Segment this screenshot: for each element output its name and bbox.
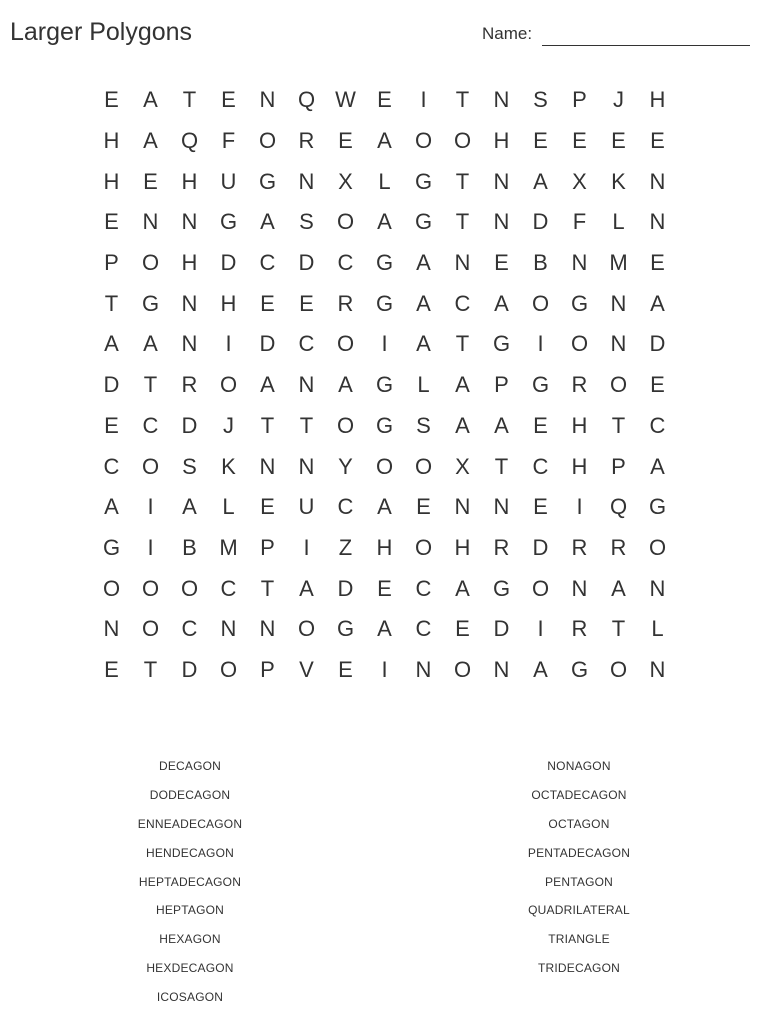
grid-letter: P xyxy=(572,87,587,113)
grid-letter: O xyxy=(531,290,550,316)
grid-letter: E xyxy=(455,616,470,642)
grid-letter: A xyxy=(260,372,275,398)
word-list-item: OCTAGON xyxy=(548,816,610,831)
grid-letter: E xyxy=(416,494,431,520)
grid-letter: D xyxy=(532,534,549,560)
grid-letter: D xyxy=(649,331,666,357)
grid-letter: P xyxy=(260,534,275,560)
grid-letter: T xyxy=(104,290,119,316)
grid-letter: O xyxy=(102,575,121,601)
grid-letter: A xyxy=(650,453,665,479)
grid-letter: D xyxy=(532,209,549,235)
grid-letter: Q xyxy=(609,494,628,520)
grid-letter: X xyxy=(338,168,353,194)
grid-letter: A xyxy=(416,250,431,276)
grid-letter: B xyxy=(182,534,197,560)
grid-letter: N xyxy=(298,372,315,398)
grid-letter: U xyxy=(298,494,315,520)
grid-letter: N xyxy=(220,616,237,642)
name-blank-line[interactable] xyxy=(542,45,750,46)
grid-letter: R xyxy=(298,128,315,154)
grid-letter: E xyxy=(104,209,119,235)
grid-letter: S xyxy=(299,209,314,235)
word-list-item: TRIDECAGON xyxy=(537,961,620,976)
grid-letter: C xyxy=(220,575,237,601)
grid-letter: N xyxy=(103,616,120,642)
grid-letter: L xyxy=(378,168,391,194)
grid-letter: W xyxy=(335,87,356,113)
grid-letter: A xyxy=(416,290,431,316)
grid-letter: N xyxy=(571,250,588,276)
grid-letter: N xyxy=(181,209,198,235)
grid-letter: O xyxy=(570,331,589,357)
grid-letter: G xyxy=(375,372,394,398)
grid-letter: L xyxy=(651,616,664,642)
grid-letter: N xyxy=(454,494,471,520)
grid-letter: A xyxy=(104,494,119,520)
grid-letter: O xyxy=(336,209,355,235)
grid-row xyxy=(92,650,677,691)
grid-letter: O xyxy=(258,128,277,154)
word-list-item: ICOSAGON xyxy=(156,990,224,1005)
grid-letter: P xyxy=(260,656,275,682)
grid-letter: O xyxy=(609,656,628,682)
word-list-item: HENDECAGON xyxy=(145,845,234,860)
grid-letter: F xyxy=(221,128,236,154)
grid-letter: L xyxy=(222,494,235,520)
grid-letter: A xyxy=(455,372,470,398)
grid-row xyxy=(92,202,677,243)
grid-letter: N xyxy=(181,290,198,316)
grid-letter: H xyxy=(649,87,666,113)
word-list-right xyxy=(479,756,679,987)
grid-letter: H xyxy=(103,128,120,154)
grid-letter: E xyxy=(533,494,548,520)
grid-letter: A xyxy=(182,494,197,520)
grid-letter: G xyxy=(570,290,589,316)
grid-letter: O xyxy=(414,534,433,560)
grid-letter: I xyxy=(381,656,388,682)
grid-letter: N xyxy=(571,575,588,601)
grid-letter: T xyxy=(455,209,470,235)
grid-letter: D xyxy=(493,616,510,642)
grid-letter: T xyxy=(611,412,626,438)
grid-letter: G xyxy=(492,331,511,357)
grid-letter: A xyxy=(455,575,470,601)
grid-letter: C xyxy=(337,494,354,520)
word-list-item: QUADRILATERAL xyxy=(528,903,630,918)
grid-letter: E xyxy=(221,87,236,113)
word-list-item: HEPTAGON xyxy=(155,903,225,918)
grid-letter: A xyxy=(377,616,392,642)
grid-row xyxy=(92,283,677,324)
grid-letter: C xyxy=(532,453,549,479)
grid-letter: G xyxy=(258,168,277,194)
grid-letter: O xyxy=(453,656,472,682)
grid-letter: R xyxy=(610,534,627,560)
grid-letter: H xyxy=(181,168,198,194)
grid-letter: N xyxy=(649,209,666,235)
word-list-item: HEXAGON xyxy=(159,932,221,947)
grid-letter: A xyxy=(338,372,353,398)
grid-letter: O xyxy=(219,372,238,398)
grid-letter: G xyxy=(414,168,433,194)
grid-letter: H xyxy=(103,168,120,194)
grid-letter: N xyxy=(493,209,510,235)
grid-letter: L xyxy=(612,209,625,235)
grid-letter: I xyxy=(303,534,310,560)
grid-letter: R xyxy=(571,372,588,398)
grid-letter: O xyxy=(336,331,355,357)
grid-letter: T xyxy=(455,168,470,194)
grid-letter: R xyxy=(337,290,354,316)
grid-letter: P xyxy=(104,250,119,276)
grid-letter: N xyxy=(493,168,510,194)
grid-letter: T xyxy=(611,616,626,642)
grid-letter: G xyxy=(375,412,394,438)
grid-letter: D xyxy=(337,575,354,601)
grid-letter: C xyxy=(142,412,159,438)
grid-letter: N xyxy=(610,331,627,357)
grid-letter: G xyxy=(648,494,667,520)
grid-letter: H xyxy=(571,453,588,479)
grid-letter: I xyxy=(381,331,388,357)
grid-letter: N xyxy=(142,209,159,235)
grid-letter: E xyxy=(650,128,665,154)
grid-letter: H xyxy=(571,412,588,438)
grid-letter: A xyxy=(494,412,509,438)
grid-letter: A xyxy=(416,331,431,357)
grid-letter: H xyxy=(220,290,237,316)
grid-row xyxy=(92,121,677,162)
grid-letter: L xyxy=(417,372,430,398)
grid-letter: N xyxy=(259,87,276,113)
grid-letter: E xyxy=(260,494,275,520)
grid-letter: F xyxy=(572,209,587,235)
grid-letter: C xyxy=(298,331,315,357)
grid-letter: N xyxy=(415,656,432,682)
grid-letter: S xyxy=(416,412,431,438)
grid-letter: N xyxy=(454,250,471,276)
grid-letter: N xyxy=(649,575,666,601)
grid-letter: R xyxy=(571,534,588,560)
grid-letter: A xyxy=(260,209,275,235)
grid-letter: E xyxy=(533,412,548,438)
grid-letter: O xyxy=(141,616,160,642)
grid-letter: E xyxy=(377,87,392,113)
word-list-left xyxy=(90,756,290,1016)
grid-letter: O xyxy=(609,372,628,398)
grid-letter: A xyxy=(455,412,470,438)
grid-letter: E xyxy=(572,128,587,154)
grid-letter: A xyxy=(611,575,626,601)
letter-grid xyxy=(92,80,677,690)
grid-letter: H xyxy=(493,128,510,154)
grid-letter: T xyxy=(143,372,158,398)
grid-letter: O xyxy=(141,575,160,601)
grid-row xyxy=(92,446,677,487)
grid-row xyxy=(92,365,677,406)
grid-letter: E xyxy=(338,128,353,154)
grid-letter: S xyxy=(533,87,548,113)
grid-letter: O xyxy=(531,575,550,601)
grid-letter: G xyxy=(102,534,121,560)
grid-letter: A xyxy=(143,87,158,113)
grid-letter: N xyxy=(298,453,315,479)
grid-letter: N xyxy=(610,290,627,316)
grid-row xyxy=(92,528,677,569)
grid-row xyxy=(92,406,677,447)
grid-letter: Q xyxy=(180,128,199,154)
grid-letter: C xyxy=(415,575,432,601)
grid-letter: T xyxy=(260,575,275,601)
grid-letter: E xyxy=(104,87,119,113)
grid-letter: C xyxy=(337,250,354,276)
grid-letter: O xyxy=(141,250,160,276)
grid-letter: J xyxy=(223,412,234,438)
word-list-item: HEXDECAGON xyxy=(146,961,234,976)
word-list-item: PENTAGON xyxy=(544,874,614,889)
grid-letter: O xyxy=(141,453,160,479)
grid-letter: A xyxy=(377,209,392,235)
grid-letter: G xyxy=(570,656,589,682)
grid-letter: N xyxy=(493,494,510,520)
grid-letter: A xyxy=(143,331,158,357)
grid-letter: E xyxy=(611,128,626,154)
grid-letter: E xyxy=(104,412,119,438)
grid-row xyxy=(92,609,677,650)
grid-letter: H xyxy=(181,250,198,276)
grid-letter: A xyxy=(377,128,392,154)
grid-letter: E xyxy=(650,372,665,398)
grid-letter: A xyxy=(533,656,548,682)
grid-letter: T xyxy=(182,87,197,113)
grid-letter: A xyxy=(299,575,314,601)
name-label: Name: xyxy=(482,24,533,43)
grid-letter: I xyxy=(147,534,154,560)
word-list-item: OCTADECAGON xyxy=(531,787,627,802)
word-list-item: DECAGON xyxy=(158,759,222,773)
grid-letter: E xyxy=(260,290,275,316)
grid-letter: G xyxy=(375,250,394,276)
grid-letter: D xyxy=(298,250,315,276)
grid-letter: A xyxy=(650,290,665,316)
grid-letter: G xyxy=(531,372,550,398)
grid-letter: A xyxy=(377,494,392,520)
grid-letter: T xyxy=(299,412,314,438)
grid-letter: O xyxy=(648,534,667,560)
grid-letter: X xyxy=(455,453,470,479)
grid-letter: Z xyxy=(338,534,353,560)
grid-letter: N xyxy=(649,656,666,682)
grid-letter: O xyxy=(453,128,472,154)
grid-letter: R xyxy=(571,616,588,642)
grid-letter: M xyxy=(219,534,238,560)
grid-letter: C xyxy=(103,453,120,479)
grid-letter: N xyxy=(259,453,276,479)
grid-letter: E xyxy=(104,656,119,682)
grid-letter: D xyxy=(259,331,276,357)
grid-letter: T xyxy=(260,412,275,438)
grid-letter: I xyxy=(147,494,154,520)
grid-letter: E xyxy=(299,290,314,316)
grid-letter: O xyxy=(219,656,238,682)
grid-letter: D xyxy=(181,656,198,682)
grid-letter: O xyxy=(414,128,433,154)
word-list-item: PENTADECAGON xyxy=(527,845,631,860)
grid-letter: A xyxy=(143,128,158,154)
name-field[interactable] xyxy=(482,24,752,48)
grid-letter: J xyxy=(613,87,624,113)
grid-letter: P xyxy=(494,372,509,398)
grid-letter: P xyxy=(611,453,626,479)
grid-letter: C xyxy=(181,616,198,642)
grid-letter: D xyxy=(103,372,120,398)
grid-letter: T xyxy=(143,656,158,682)
word-list-item: NONAGON xyxy=(547,759,611,773)
grid-letter: O xyxy=(297,616,316,642)
grid-letter: C xyxy=(649,412,666,438)
grid-letter: T xyxy=(494,453,509,479)
grid-letter: G xyxy=(336,616,355,642)
word-list-item: ENNEADECAGON xyxy=(137,816,243,831)
grid-letter: E xyxy=(338,656,353,682)
grid-row xyxy=(92,324,677,365)
grid-row xyxy=(92,243,677,284)
grid-letter: G xyxy=(219,209,238,235)
grid-letter: H xyxy=(376,534,393,560)
grid-letter: G xyxy=(141,290,160,316)
grid-letter: Y xyxy=(338,453,353,479)
grid-letter: T xyxy=(455,331,470,357)
grid-letter: O xyxy=(375,453,394,479)
grid-letter: E xyxy=(650,250,665,276)
grid-letter: G xyxy=(492,575,511,601)
grid-letter: G xyxy=(414,209,433,235)
grid-letter: Q xyxy=(297,87,316,113)
grid-letter: I xyxy=(420,87,427,113)
grid-letter: O xyxy=(414,453,433,479)
grid-row xyxy=(92,80,677,121)
grid-letter: C xyxy=(415,616,432,642)
page-title: Larger Polygons xyxy=(10,18,193,46)
grid-letter: E xyxy=(533,128,548,154)
grid-row xyxy=(92,568,677,609)
grid-letter: K xyxy=(221,453,236,479)
grid-row xyxy=(92,161,677,202)
grid-letter: V xyxy=(299,656,314,682)
grid-letter: E xyxy=(143,168,158,194)
grid-letter: N xyxy=(259,616,276,642)
grid-letter: U xyxy=(220,168,237,194)
grid-letter: N xyxy=(181,331,198,357)
grid-letter: D xyxy=(220,250,237,276)
grid-letter: T xyxy=(455,87,470,113)
grid-letter: A xyxy=(494,290,509,316)
grid-letter: H xyxy=(454,534,471,560)
grid-letter: N xyxy=(493,87,510,113)
grid-letter: O xyxy=(336,412,355,438)
grid-letter: B xyxy=(533,250,548,276)
grid-letter: E xyxy=(377,575,392,601)
grid-letter: I xyxy=(537,616,544,642)
word-list-item: TRIANGLE xyxy=(548,932,610,947)
grid-letter: O xyxy=(180,575,199,601)
grid-letter: M xyxy=(609,250,628,276)
grid-letter: I xyxy=(537,331,544,357)
word-list-item: HEPTADECAGON xyxy=(138,874,242,889)
grid-letter: I xyxy=(576,494,583,520)
grid-letter: A xyxy=(533,168,548,194)
grid-letter: C xyxy=(259,250,276,276)
word-list-item: DODECAGON xyxy=(149,787,231,802)
grid-letter: R xyxy=(181,372,198,398)
grid-letter: C xyxy=(454,290,471,316)
grid-row xyxy=(92,487,677,528)
grid-letter: S xyxy=(182,453,197,479)
grid-letter: N xyxy=(493,656,510,682)
grid-letter: D xyxy=(181,412,198,438)
grid-letter: I xyxy=(225,331,232,357)
grid-letter: N xyxy=(298,168,315,194)
grid-letter: R xyxy=(493,534,510,560)
grid-letter: X xyxy=(572,168,587,194)
grid-letter: N xyxy=(649,168,666,194)
grid-letter: A xyxy=(104,331,119,357)
grid-letter: G xyxy=(375,290,394,316)
grid-letter: K xyxy=(611,168,626,194)
grid-letter: E xyxy=(494,250,509,276)
